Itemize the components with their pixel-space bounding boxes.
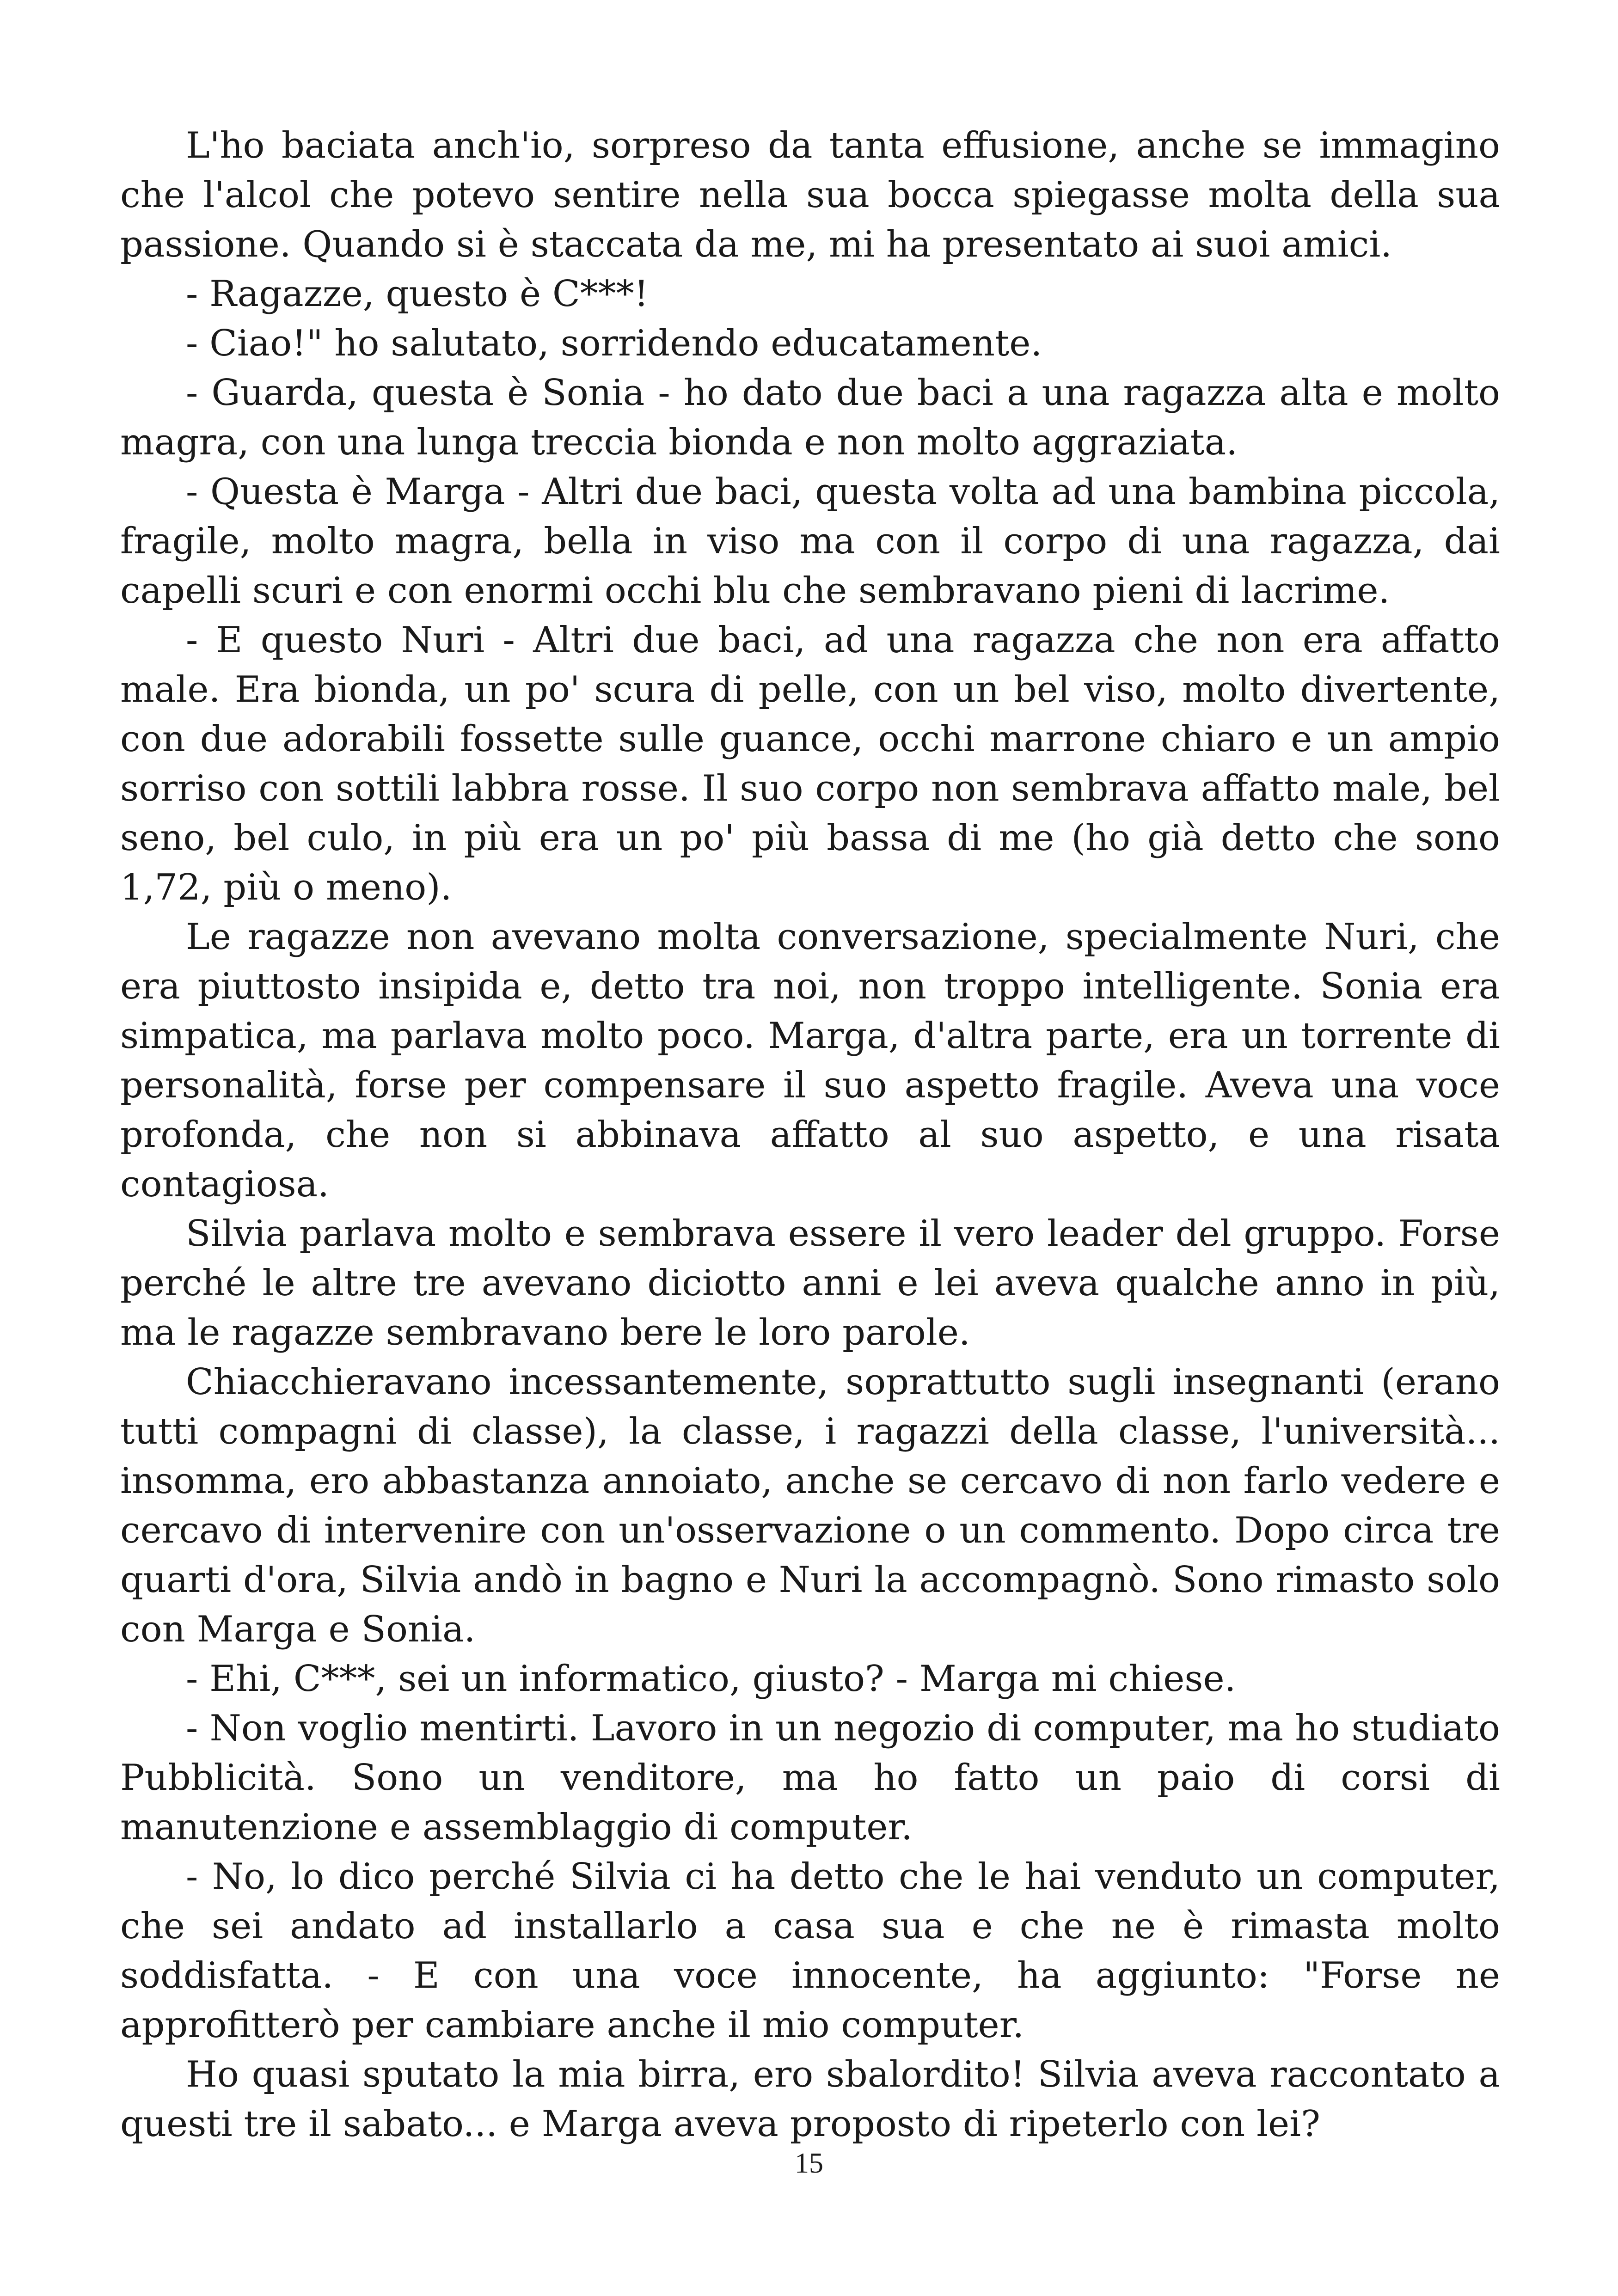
paragraph: Ho quasi sputato la mia birra, ero sbalordito! Silvia aveva raccontato a questi tre il sabato... e Marga aveva proposto di ripeterlo con lei? [120, 2054, 1500, 2145]
paragraph: - E questo Nuri - Altri due baci, ad una ragazza che non era affatto male. Era bionda, un po' scura di pelle, con un bel viso, molto divertente, con due adorabili fossette sulle guance, occhi marrone chiaro e un ampio sorriso con sottili labbra rosse. Il suo corpo non sembrava affatto male, bel seno, bel culo, in più era un po' più bassa di me (ho già detto che sono 1,72, più o meno). [120, 619, 1500, 908]
paragraph: - Ehi, C***, sei un informatico, giusto? - Marga mi chiese. [186, 1658, 1236, 1700]
page-number: 15 [795, 2148, 823, 2179]
paragraph: Silvia parlava molto e sembrava essere il vero leader del gruppo. Forse perché le altre tre avevano diciotto anni e lei aveva qualche anno in più, ma le ragazze sembravano bere le loro parole. [120, 1213, 1500, 1353]
paragraph: L'ho baciata anch'io, sorpreso da tanta effusione, anche se immagino che l'alcol che potevo sentire nella sua bocca spiegasse molta della sua passione. Quando si è staccata da me, mi ha presentato ai suoi amici. [120, 125, 1500, 265]
paragraph: - Non voglio mentirti. Lavoro in un negozio di computer, ma ho studiato Pubblicità. Sono un venditore, ma ho fatto un paio di corsi di manutenzione e assemblaggio di computer. [120, 1708, 1500, 1848]
paragraph: - Guarda, questa è Sonia - ho dato due baci a una ragazza alta e molto magra, con una lunga treccia bionda e non molto aggraziata. [120, 372, 1500, 463]
paragraph: - Ciao!" ho salutato, sorridendo educatamente. [186, 323, 1042, 364]
body-text [120, 121, 1500, 2149]
paragraph: - No, lo dico perché Silvia ci ha detto che le hai venduto un computer, che sei andato ad installarlo a casa sua e che ne è rimasta molto soddisfatta. - E con una voce innocente, ha aggiunto: "Forse ne approfitterò per cambiare anche il mio computer. [120, 1856, 1500, 2046]
paragraph: - Questa è Marga - Altri due baci, questa volta ad una bambina piccola, fragile, molto magra, bella in viso ma con il corpo di una ragazza, dai capelli scuri e con enormi occhi blu che sembravano pieni di lacrime. [120, 471, 1500, 612]
paragraph: Le ragazze non avevano molta conversazione, specialmente Nuri, che era piuttosto insipida e, detto tra noi, non troppo intelligente. Sonia era simpatica, ma parlava molto poco. Marga, d'altra parte, era un torrente di personalità, forse per compensare il suo aspetto fragile. Aveva una voce profonda, che non si abbinava affatto al suo aspetto, e una risata contagiosa. [120, 916, 1500, 1205]
paragraph: - Ragazze, questo è C***! [186, 273, 649, 315]
paragraph: Chiacchieravano incessantemente, soprattutto sugli insegnanti (erano tutti compagni di classe), la classe, i ragazzi della classe, l'università... insomma, ero abbastanza annoiato, anche se cercavo di non farlo vedere e cercavo di intervenire con un'osservazione o un commento. Dopo circa tre quarti d'ora, Silvia andò in bagno e Nuri la accompagnò. Sono rimasto solo con Marga e Sonia. [120, 1361, 1500, 1650]
